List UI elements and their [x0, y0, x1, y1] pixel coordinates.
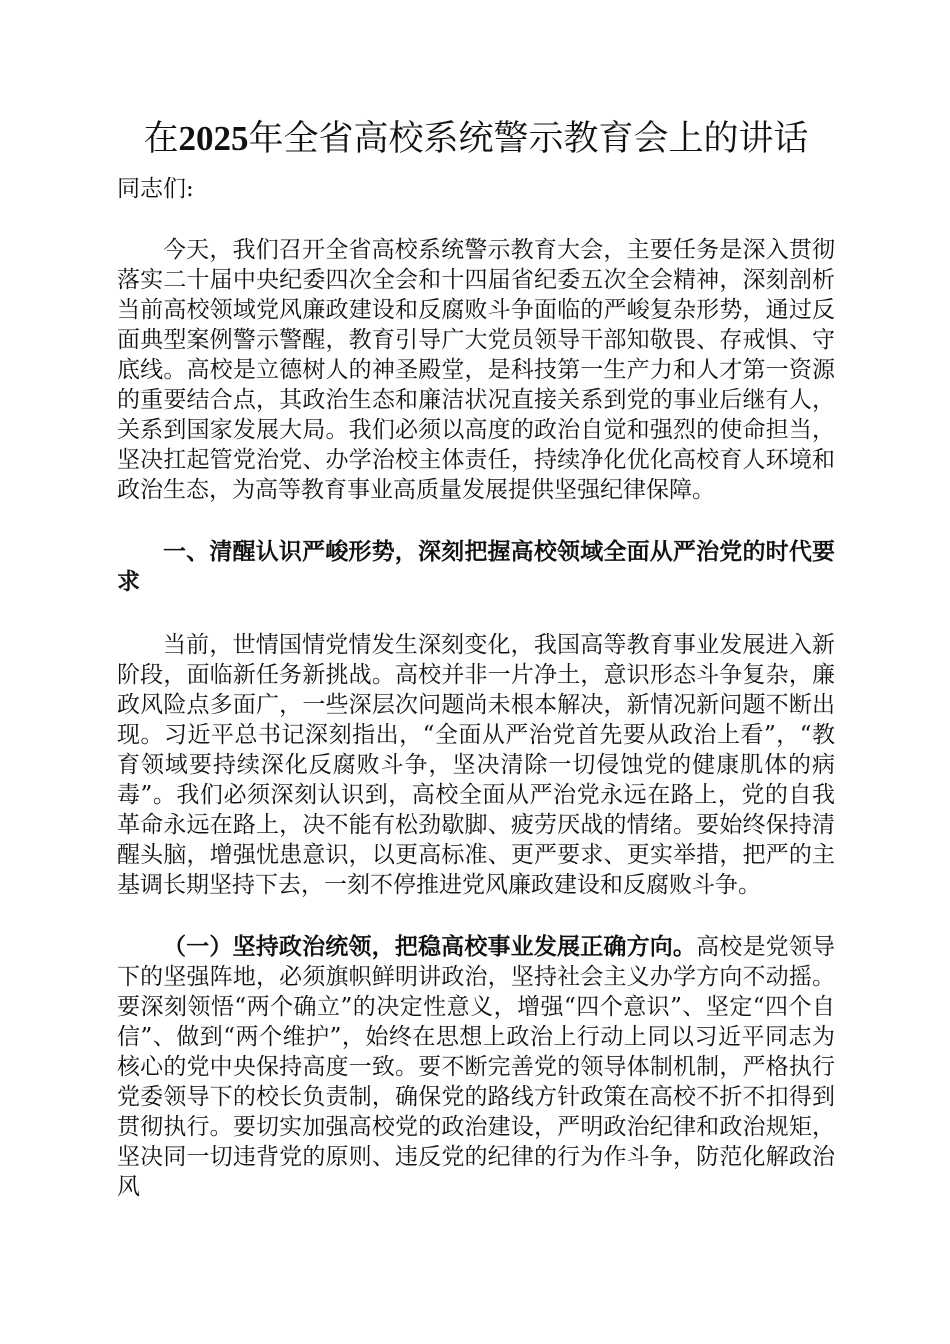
subsection-1-lead: （一）坚持政治统领，把稳高校事业发展正确方向。 — [163, 933, 697, 960]
section-1-paragraph: 当前，世情国情党情发生深刻变化，我国高等教育事业发展进入新阶段，面临新任务新挑战。高校并非一片净土，意识形态斗争复杂，廉政风险点多面广，一些深层次问题尚未根本解决，新情况新问题不断出现。习近平总书记深刻指出，“全面从严治党首先要从政治上看”，“教育领域要持续深化反腐败斗争，坚决清除一切侵蚀党的健康肌体的病毒”。我们必须深刻认识到，高校全面从严治党永远在路上，党的自我革命永远在路上，决不能有松劲歇脚、疲劳厌战的情绪。要始终保持清醒头脑，增强忧患意识，以更高标准、更严要求、更实举措，把严的主基调长期坚持下去，一刻不停推进党风廉政建设和反腐败斗争。 — [117, 632, 835, 898]
subsection-1-paragraph — [117, 932, 835, 1202]
page-title — [117, 114, 835, 164]
section-1-heading: 一、清醒认识严峻形势，深刻把握高校领域全面从严治党的时代要求 — [117, 538, 835, 595]
document-body — [117, 114, 835, 1202]
subsection-1-body: 高校是党领导下的坚强阵地，必须旗帜鲜明讲政治，坚持社会主义办学方向不动摇。要深刻领悟“两个确立”的决定性意义，增强“四个意识”、坚定“四个自信”、做到“两个维护”，始终在思想上政治上行动上同以习近平同志为核心的党中央保持高度一致。要不断完善党的领导体制机制，严格执行党委领导下的校长负责制，确保党的路线方针政策在高校不折不扣得到贯彻执行。要切实加强高校党的政治建设，严明政治纪律和政治规矩，坚决同一切违背党的原则、违反党的纪律的行为作斗争，防范化解政治风 — [117, 934, 836, 1200]
intro-paragraph: 今天，我们召开全省高校系统警示教育大会，主要任务是深入贯彻落实二十届中央纪委四次全会和十四届省纪委五次全会精神，深刻剖析当前高校领域党风廉政建设和反腐败斗争面临的严峻复杂形势，通过反面典型案例警示警醒，教育引导广大党员领导干部知敬畏、存戒惧、守底线。高校是立德树人的神圣殿堂，是科技第一生产力和人才第一资源的重要结合点，其政治生态和廉洁状况直接关系到党的事业后继有人，关系到国家发展大局。我们必须以高度的政治自觉和强烈的使命担当，坚决扛起管党治党、办学治校主体责任，持续净化优化高校育人环境和政治生态，为高等教育事业高质量发展提供坚强纪律保障。 — [117, 237, 835, 503]
title-year: 2025 — [178, 119, 249, 158]
title-suffix: 年全省高校系统警示教育会上的讲话 — [248, 119, 809, 159]
salutation: 同志们: — [117, 176, 194, 202]
title-prefix: 在 — [143, 119, 179, 159]
